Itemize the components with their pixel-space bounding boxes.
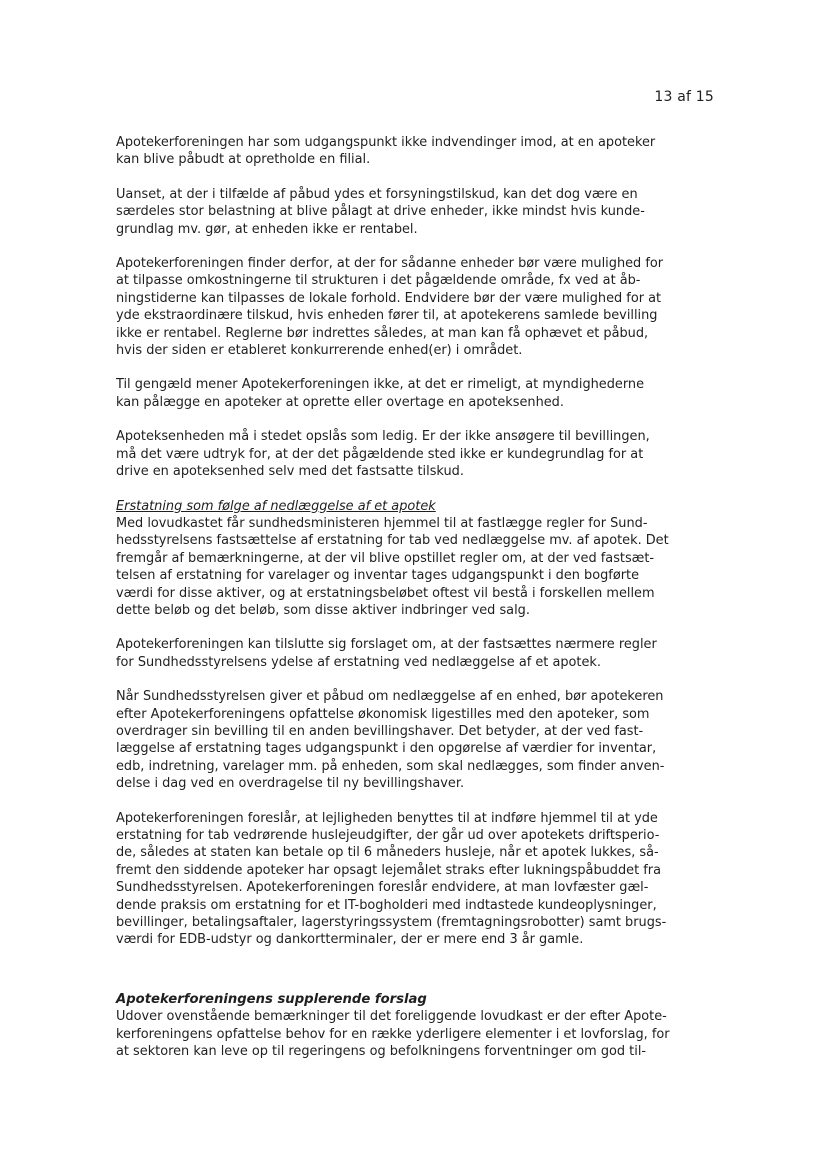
paragraph-tilslutte: Apotekerforeningen kan tilslutte sig forslaget om, at der fastsættes nærmere regler for Sundhedsstyrelsens ydelse af erstatning ved nedlæggelse af et apotek. xyxy=(116,637,657,670)
document-body xyxy=(116,134,714,1060)
paragraph-apoteksenhed: Apoteksenheden må i stedet opslås som ledig. Er der ikke ansøgere til bevillingen, må det være udtryk for, at der det pågældende sted ikke er kundegrundlag for at drive en apoteksenhed selv med det fastsatte tilskud. xyxy=(116,429,650,480)
subheading-erstatning: Erstatning som følge af nedlæggelse af et apotek xyxy=(116,498,436,514)
paragraph-husleje: Apotekerforeningen foreslår, at lejligheden benyttes til at indføre hjemmel til at yde erstatning for tab vedrørende huslejeudgifter, der går ud over apotekets driftsperio- de, således at staten kan betale op til 6 måneders husleje, når et apotek lukkes, så- fremt den siddende apoteker har opsagt lejemålet straks efter lukningspåbuddet fra Sundhedsstyrelsen. Apotekerforeningen foreslår endvidere, at man lovfæster gæl- dende praksis om erstatning for et IT-bogholderi med indtastede kundeoplysninger, bevillinger, betalingsaftaler, lagerstyringssystem (fremtagningsrobotter) samt brugs- værdi for EDB-udstyr og dankortterminaler, der er mere end 3 år gamle. xyxy=(116,810,667,948)
section-heading-supplerende: Apotekerforeningens supplerende forslag xyxy=(116,991,427,1007)
paragraph-filial: Apotekerforeningen har som udgangspunkt ikke indvendinger imod, at en apoteker kan blive påbudt at opretholde en filial. xyxy=(116,135,656,168)
paragraph-supplerende: Udover ovenstående bemærkninger til det foreliggende lovudkast er der efter Apote- kerforeningens opfattelse behov for en række yderligere elementer i et lovforslag, for at sektoren kan leve op til regeringens og befolkningens forventninger om god til- xyxy=(116,1009,670,1060)
paragraph-omkostninger: Apotekerforeningen finder derfor, at der for sådanne enheder bør være mulighed for at tilpasse omkostningerne til strukturen i det pågældende område, fx ved at åb- ningstiderne kan tilpasses de lokale forhold. Endvidere bør der være mulighed for at yde ekstraordinære tilskud, hvis enheden fører til, at apotekerens samlede bevilling ikke er rentabel. Reglerne bør indrettes således, at man kan få ophævet et påbud, hvis der siden er etableret konkurrerende enhed(er) i området. xyxy=(116,256,664,359)
paragraph-lovudkast: Med lovudkastet får sundhedsministeren hjemmel til at fastlægge regler for Sund- hedsstyrelsens fastsættelse af erstatning for tab ved nedlæggelse mv. af apotek. Det fremgår af bemærkningerne, at der vil blive opstillet regler om, at der ved fastsæt- telsen af erstatning for varelager og inventar tages udgangspunkt i den bogførte værdi for disse aktiver, og at erstatningsbeløbet oftest vil bestå i forskellen mellem dette beløb og det beløb, som disse aktiver indbringer ved salg. xyxy=(116,515,669,618)
paragraph-gengaeld: Til gengæld mener Apotekerforeningen ikke, at det er rimeligt, at myndighederne kan pålægge en apoteker at oprette eller overtage en apoteksenhed. xyxy=(116,377,645,410)
paragraph-forsyningstilskud: Uanset, at der i tilfælde af påbud ydes et forsyningstilskud, kan det dog være en særdeles stor belastning at blive pålagt at drive enheder, ikke mindst hvis kunde- grundlag mv. gør, at enheden ikke er rentabel. xyxy=(116,186,645,237)
page-number: 13 af 15 xyxy=(654,89,714,105)
paragraph-ligestilles: Når Sundhedsstyrelsen giver et påbud om nedlæggelse af en enhed, bør apotekeren efter Apotekerforeningens opfattelse økonomisk ligestilles med den apoteker, som overdrager sin bevilling til en anden bevillingshaver. Det betyder, at der ved fast- læggelse af erstatning tages udgangspunkt i den opgørelse af værdier for inventar, edb, indretning, varelager mm. på enheden, som skal nedlægges, som finder anven- delse i dag ved en overdragelse til ny bevillingshaver. xyxy=(116,689,665,792)
